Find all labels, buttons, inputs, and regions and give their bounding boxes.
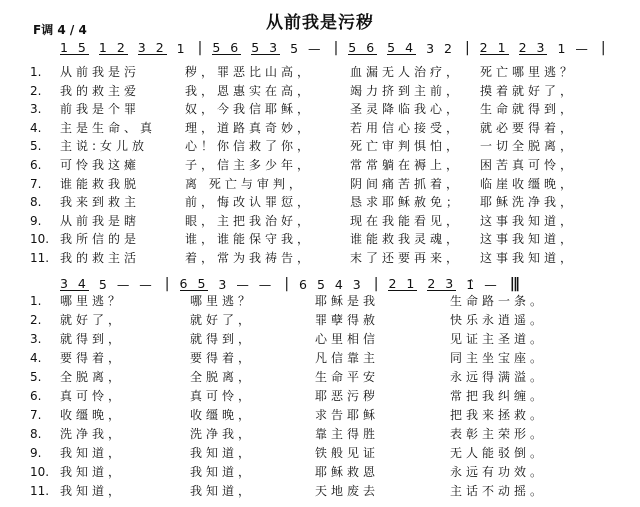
verse-number: 8. [30,427,42,441]
note-group: 3 2 [426,40,455,56]
lyric-segment: 心里相信 [315,332,380,346]
verse-number: 10. [30,465,50,479]
verse-number: 2. [30,83,42,98]
lyric-segment: 我，恩惠实在高， [185,83,314,98]
measure [212,41,323,56]
note-group: 2 1 [479,40,509,55]
lyric-segment: 这事我知道， [480,232,577,247]
note-group: 2 3 [518,40,548,55]
lyric-segment: 摸着就好了， [480,83,577,98]
lyric-segment: 真可怜， [60,389,125,403]
lyric-segment: 收缰晚， [190,408,255,422]
note-group: 5 — [290,40,324,56]
verse-number: 5. [30,139,42,154]
verse-number: 7. [30,176,42,191]
lyric-segment: 从前我是瞎 [60,213,141,228]
lyric-segment: 表彰主荣形。 [450,427,547,441]
lyric-segment: 我知道， [60,446,125,460]
lyric-segment: 谁能救我脱 [60,176,141,191]
measure [180,277,275,292]
lyric-segment: 困苦真可怜， [480,158,577,172]
verse-number: 11. [30,484,50,498]
lyric-segment: 要得着， [190,351,255,365]
lyric-segment: 真可怜， [190,389,255,403]
lyric-segment: 死亡审判惧怕， [350,139,463,154]
note-group: 6 5 [179,276,209,291]
note-group: 5 6 [348,40,378,55]
lyric-segment: 耶稣洗净我， [480,195,577,210]
lyric-segment: 恳求耶稣赦免； [350,195,463,210]
hymn-title: 从前我是污秽 [266,13,374,33]
note-group: 2 1 [388,276,418,291]
lyric-segment: 末了还要再来， [350,251,463,265]
lyric-segment: 可怜我这瘫 [60,158,141,172]
lyric-segment: 就得到， [60,332,125,346]
lyric-segment: 血漏无人治疗， [350,65,463,79]
lyric-segment: 哪里逃？ [60,294,125,308]
lyric-segment: 我的救主活 [60,251,141,265]
verse-number: 10. [30,232,50,247]
lyric-segment: 现在我能看见， [350,213,463,228]
lyric-segment: 从前我是污 [60,65,141,79]
verse-number: 6. [30,158,42,172]
lyric-segment: 着，常为我祷告， [185,251,314,265]
lyric-segment: 子，信主多少年， [185,158,314,172]
lyric-segment: 阴间痛苦抓着， [350,176,463,191]
verse-number: 1. [30,65,42,79]
lyric-segment: 主说:女儿放 [60,139,149,154]
lyric-segment: 一切全脱离， [480,139,577,154]
note-group: 5 6 [212,40,242,55]
lyric-segment: 前我是个罪 [60,102,141,117]
final-barline: |‖ [509,276,518,292]
verse-number: 6. [30,389,42,403]
barline: | [373,276,379,292]
lyric-segment: 常常躺在褥上， [350,158,463,172]
notation-line-2 [60,276,528,292]
note-group: 1 2 [98,40,128,55]
lyric-segment: 永远得满溢。 [450,370,547,384]
measure [348,41,455,56]
verse-number: 9. [30,446,42,460]
verse-number: 4. [30,120,42,135]
verse-number: 1. [30,294,42,308]
measure [60,277,155,292]
note-group: 5 — — [98,276,155,292]
verse-number: 8. [30,195,42,210]
lyric-segment: 全脱离， [190,370,255,384]
barline: | [197,40,203,56]
lyric-segment: 把我来拯救。 [450,408,547,422]
note-group: 2 3 [427,276,457,291]
lyric-segment: 铁般见证 [315,446,380,460]
lyric-segment: 我来到救主 [60,195,141,210]
lyric-segment: 耶稣是我 [315,294,380,308]
note-group: 1 5 [60,40,89,55]
lyric-segment: 主话不动摇。 [450,484,547,498]
lyric-segment: 理，道路真奇妙， [185,120,314,135]
verse-number: 2. [30,313,42,327]
lyric-segment: 竭力挤到主前， [350,83,463,98]
lyric-segment: 心！你信救了你， [185,139,314,154]
lyric-segment: 这事我知道， [480,251,577,265]
lyric-segment: 我知道， [190,446,255,460]
note-group: 3 2 [137,40,167,55]
lyric-segment: 同主坐宝座。 [450,351,547,365]
notation-line-1 [60,40,616,56]
lyric-segment: 奴，今我信耶稣， [185,102,314,117]
measure [388,277,499,292]
lyric-segment: 天地废去 [315,484,380,498]
lyric-segment: 谁，谁能保守我， [185,232,314,247]
lyric-segment: 我知道， [190,465,255,479]
lyric-segment: 要得着， [60,351,125,365]
verse-number: 4. [30,351,42,365]
lyric-segment: 靠主得胜 [315,427,380,441]
note-group: 5 3 [251,40,281,55]
lyric-segment: 我知道， [190,484,255,498]
verse-number: 7. [30,408,42,422]
lyric-segment: 若用信心接受， [350,120,463,135]
lyric-segment: 就好了， [60,313,125,327]
lyric-segment: 我的救主爱 [60,83,141,98]
lyric-segment: 耶恶污秽 [315,389,380,403]
lyric-segment: 生命平安 [315,370,380,384]
lyric-segment: 眼，主把我治好， [185,213,314,228]
lyric-segment: 谁能救我灵魂， [350,232,463,247]
measure [60,41,188,56]
lyric-segment: 生命就得到， [480,102,577,117]
lyric-segment: 见证主圣道。 [450,332,547,346]
barline: | [464,40,470,56]
verse-number: 5. [30,370,42,384]
note-group: 1 — [557,40,591,56]
lyric-segment: 前，悔改认罪愆， [185,195,314,210]
note-group: 1 [176,40,188,56]
lyric-segment: 洗净我， [60,427,125,441]
key-time-signature: F调 4 / 4 [33,23,87,37]
lyric-segment: 临崖收缰晚， [480,176,577,191]
barline: | [600,40,606,56]
barline: | [333,40,339,56]
note-group: 3 4 [60,276,89,291]
lyric-segment: 凡信靠主 [315,351,380,365]
lyric-segment: 耶稣救恩 [315,465,380,479]
note-group: 6 5 4 3 [299,276,364,292]
lyric-segment: 全脱离， [60,370,125,384]
verse-number: 9. [30,213,42,228]
lyric-segment: 我知道， [60,484,125,498]
lyric-segment: 我所信的是 [60,232,141,247]
lyric-segment: 这事我知道， [480,213,577,228]
lyric-segment: 无人能驳倒。 [450,446,547,460]
lyric-segment: 生命路一条。 [450,294,547,308]
lyric-segment: 永远有功效。 [450,465,547,479]
lyric-segment: 离 死亡与审判， [185,176,305,191]
note-group: 5 4 [387,40,417,55]
verse-number: 11. [30,251,50,265]
note-group: 1̂ — [466,276,500,292]
note-group: 3 — — [218,276,275,292]
lyric-segment: 收缰晚， [60,408,125,422]
lyric-segment: 就得到， [190,332,255,346]
lyric-segment: 哪里逃？ [190,294,255,308]
measure [480,41,591,56]
barline: | [164,276,170,292]
lyric-segment: 主是生命、真 [60,120,157,135]
lyric-segment: 就好了， [190,313,255,327]
verse-number: 3. [30,102,42,117]
lyric-segment: 洗净我， [190,427,255,441]
lyric-segment: 求告耶稣 [315,408,380,422]
lyric-segment: 常把我纠缠。 [450,389,547,403]
verse-number: 3. [30,332,42,346]
lyric-segment: 秽，罪恶比山高， [185,65,314,79]
lyric-segment: 就必要得着， [480,120,577,135]
lyric-segment: 圣灵降临我心， [350,102,463,117]
lyric-segment: 死亡哪里逃？ [480,65,577,79]
measure [299,277,364,292]
lyric-segment: 快乐永逍遥。 [450,313,547,327]
lyric-segment: 我知道， [60,465,125,479]
barline: | [284,276,290,292]
lyric-segment: 罪孽得赦 [315,313,380,327]
